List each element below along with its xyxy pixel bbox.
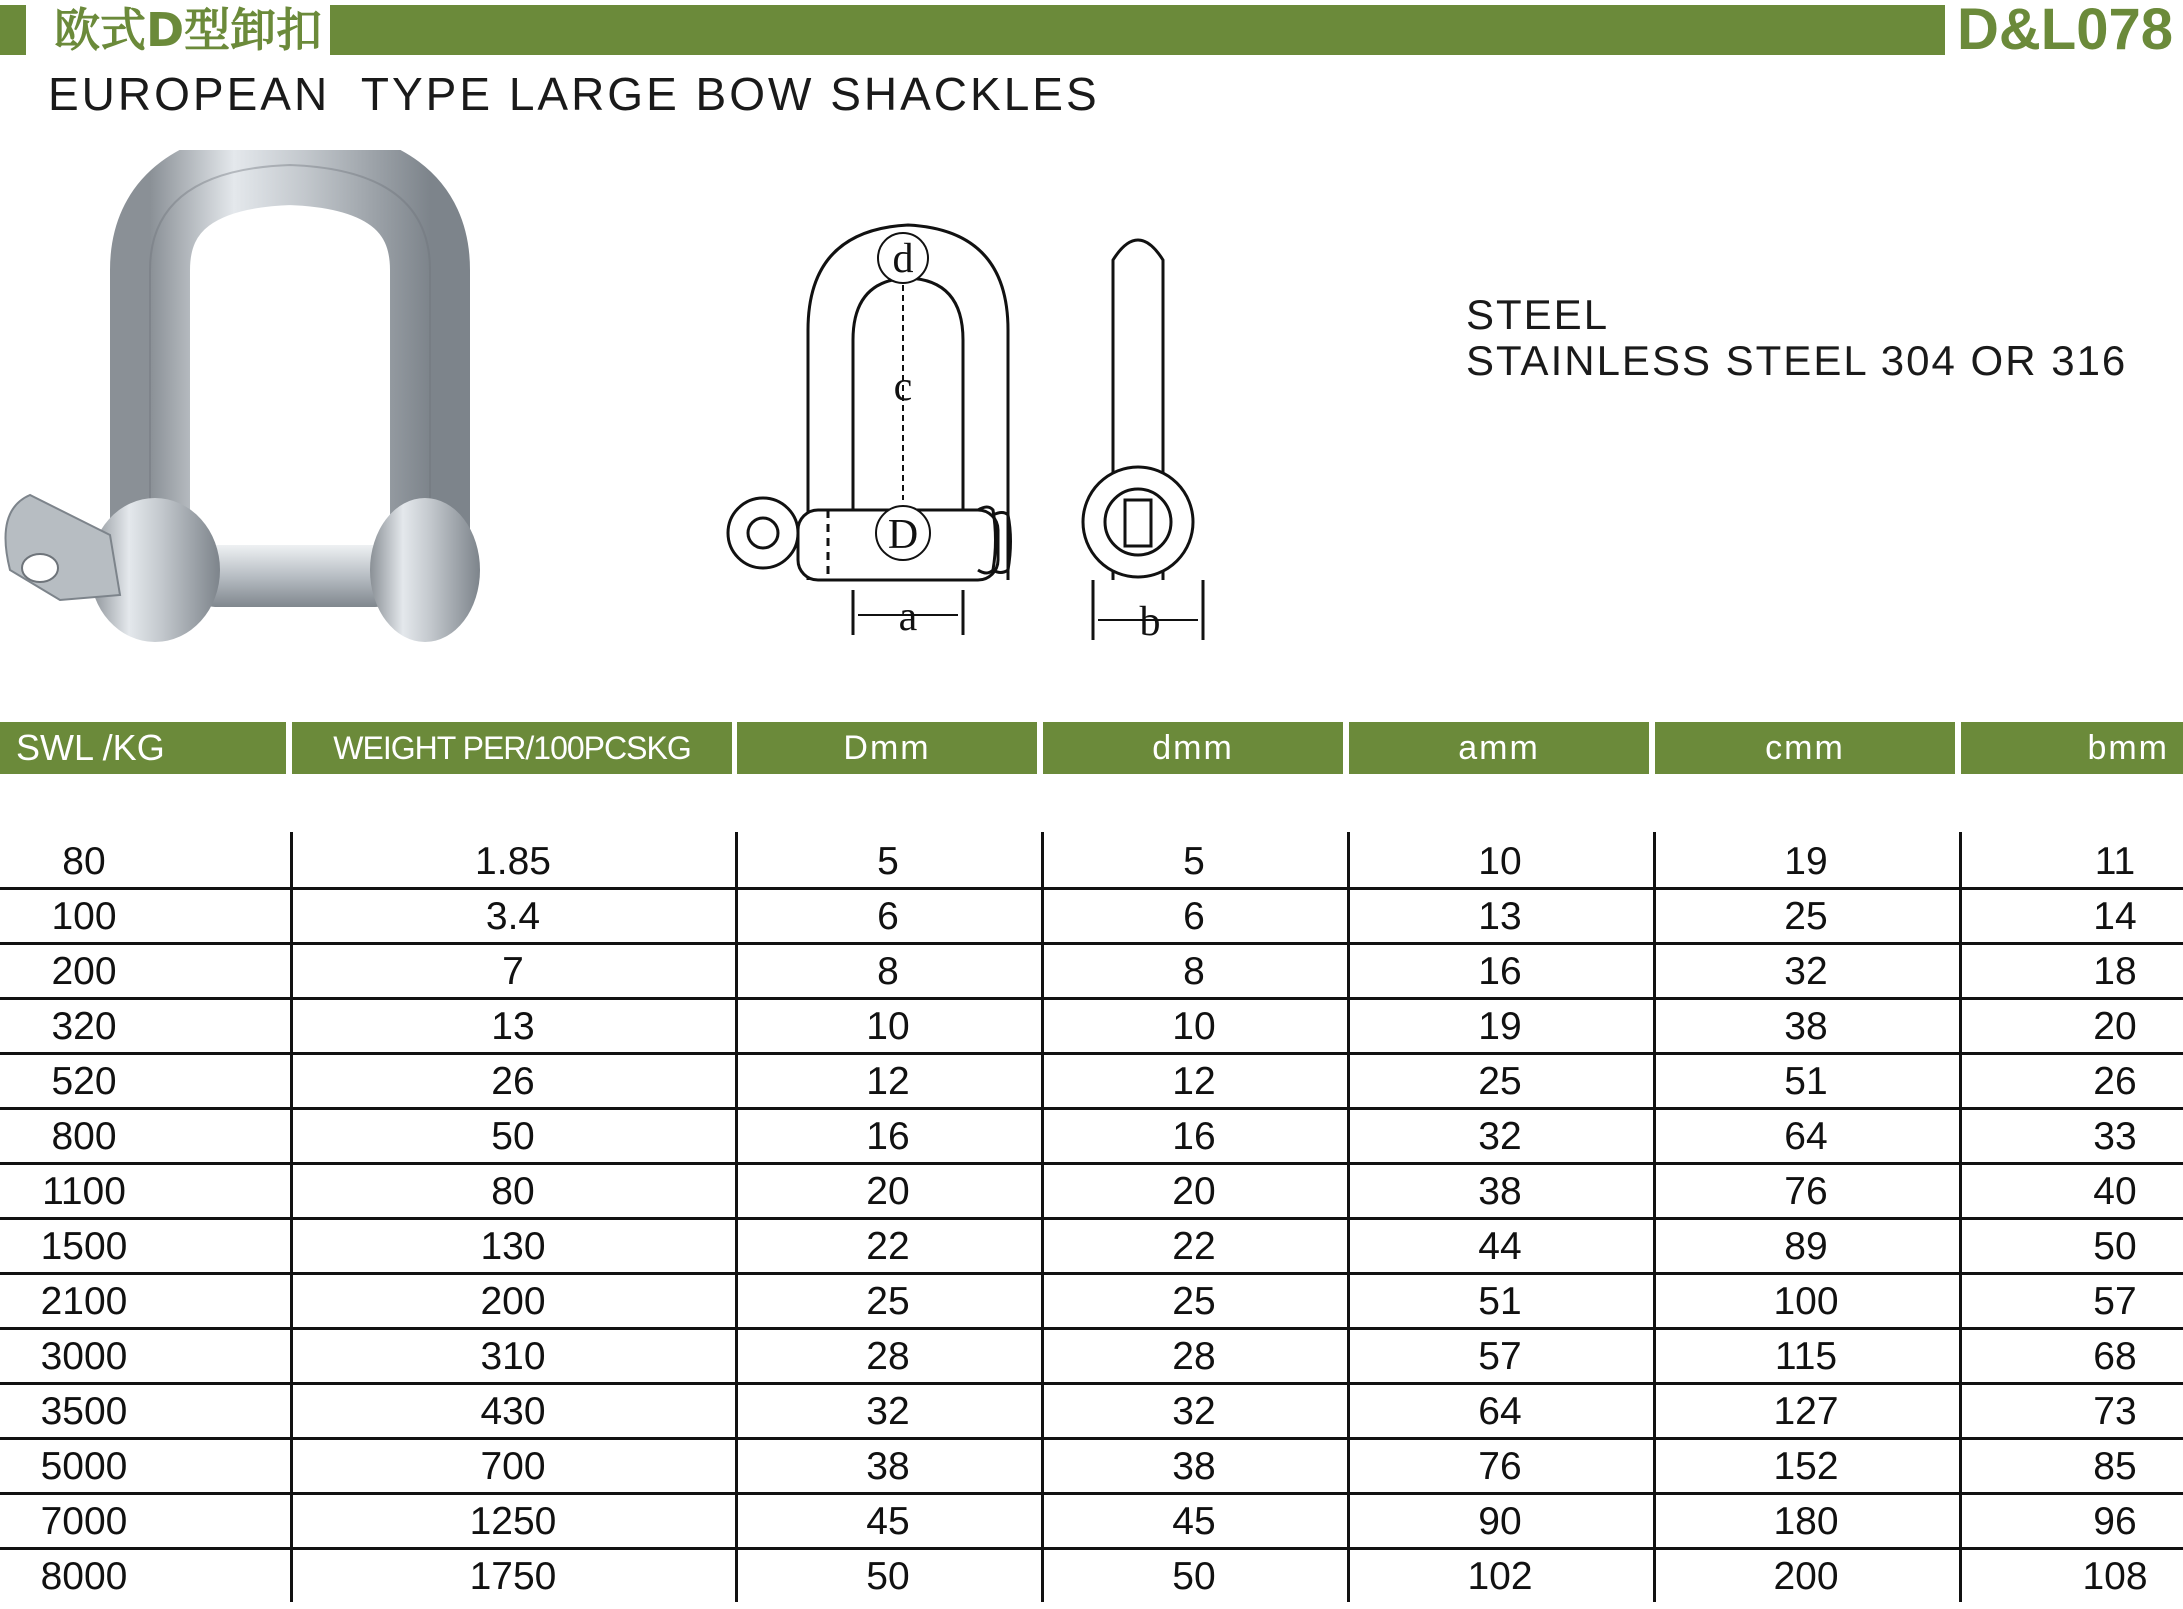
table-cell: 10 [1172,1005,1216,1048]
table-cell: 80 [62,840,106,883]
table-cell: 85 [2093,1445,2137,1488]
table-cell: 50 [1172,1555,1216,1598]
table-cell: 20 [2093,1005,2137,1048]
table-cell: 7 [502,950,524,993]
table-row [0,1492,2183,1550]
table-cell: 1250 [469,1500,557,1543]
table-cell: 102 [1467,1555,1533,1598]
shackle-diagram [718,210,1238,650]
table-row [0,1162,2183,1220]
table-cell: 76 [1478,1445,1522,1488]
table-cell: 16 [866,1115,910,1158]
table-cell: 38 [1478,1170,1522,1213]
label-c: c [893,364,913,410]
product-code: D&L078 [1945,1,2175,59]
column-divider [1959,832,1962,1602]
table-cell: 100 [51,895,117,938]
table-cell: 200 [480,1280,546,1323]
table-cell: 80 [491,1170,535,1213]
table-cell: 5 [877,840,899,883]
material-list [1466,292,2127,384]
table-cell: 32 [1478,1115,1522,1158]
column-header: SWL /KG [0,722,286,774]
table-cell: 6 [1183,895,1205,938]
table-cell: 320 [51,1005,117,1048]
header-bar [0,0,2183,62]
table-header [0,722,2183,774]
table-cell: 430 [480,1390,546,1433]
table-cell: 57 [2093,1280,2137,1323]
table-cell: 68 [2093,1335,2137,1378]
table-cell: 32 [1784,950,1828,993]
material-item: STEEL [1466,291,1610,338]
table-cell: 1.85 [475,840,551,883]
table-row [0,1382,2183,1440]
column-divider [290,832,293,1602]
table-cell: 108 [2082,1555,2148,1598]
table-cell: 152 [1773,1445,1839,1488]
table-cell: 33 [2093,1115,2137,1158]
table-cell: 16 [1478,950,1522,993]
shackle-photo [0,150,500,660]
table-cell: 8000 [40,1555,128,1598]
table-cell: 45 [866,1500,910,1543]
table-cell: 14 [2093,895,2137,938]
table-cell: 22 [1172,1225,1216,1268]
table-row [0,1217,2183,1275]
table-cell: 2100 [40,1280,128,1323]
table-cell: 57 [1478,1335,1522,1378]
table-cell: 700 [480,1445,546,1488]
table-cell: 127 [1773,1390,1839,1433]
table-cell: 3000 [40,1335,128,1378]
column-header: bmm [1961,722,2183,774]
table-cell: 89 [1784,1225,1828,1268]
table-cell: 8 [877,950,899,993]
table-cell: 13 [1478,895,1522,938]
table-cell: 26 [491,1060,535,1103]
table-cell: 20 [866,1170,910,1213]
column-header: cmm [1655,722,1955,774]
label-b: b [1139,599,1161,645]
table-cell: 25 [866,1280,910,1323]
table-cell: 3500 [40,1390,128,1433]
table-row [0,1272,2183,1330]
column-header: dmm [1043,722,1343,774]
table-cell: 7000 [40,1500,128,1543]
table-row [0,1327,2183,1385]
table-row [0,1547,2183,1602]
table-cell: 25 [1478,1060,1522,1103]
table-cell: 28 [866,1335,910,1378]
table-cell: 1500 [40,1225,128,1268]
label-a: a [898,594,918,640]
table-cell: 12 [1172,1060,1216,1103]
table-cell: 130 [480,1225,546,1268]
table-cell: 11 [2094,840,2136,883]
table-cell: 64 [1478,1390,1522,1433]
page-title: EUROPEAN TYPE LARGE BOW SHACKLES [48,68,1100,120]
table-row [0,887,2183,945]
table-row [0,942,2183,1000]
table-cell: 20 [1172,1170,1216,1213]
label-d: d [892,236,914,282]
table-cell: 520 [51,1060,117,1103]
table-cell: 50 [491,1115,535,1158]
table-cell: 5 [1183,840,1205,883]
table-cell: 310 [480,1335,546,1378]
header-accent-stripe [0,5,26,55]
table-cell: 22 [866,1225,910,1268]
table-cell: 200 [1773,1555,1839,1598]
table-cell: 13 [491,1005,535,1048]
table-cell: 12 [866,1060,910,1103]
table-cell: 38 [1784,1005,1828,1048]
table-cell: 51 [1478,1280,1522,1323]
table-cell: 10 [1478,840,1522,883]
table-cell: 96 [2093,1500,2137,1543]
column-header: WEIGHT PER/100PCSKG [292,722,732,774]
column-divider [1041,832,1044,1602]
table-cell: 800 [51,1115,117,1158]
table-cell: 38 [866,1445,910,1488]
table-row [0,997,2183,1055]
table-cell: 25 [1172,1280,1216,1323]
table-cell: 73 [2093,1390,2137,1433]
table-cell: 100 [1773,1280,1839,1323]
table-cell: 76 [1784,1170,1828,1213]
table-cell: 51 [1784,1060,1828,1103]
table-cell: 50 [2093,1225,2137,1268]
title-chinese: 欧式D型卸扣 [46,1,330,59]
table-cell: 18 [2093,950,2137,993]
table-cell: 200 [51,950,117,993]
table-cell: 1100 [42,1170,126,1213]
table-cell: 115 [1774,1335,1838,1378]
column-divider [735,832,738,1602]
table-cell: 50 [866,1555,910,1598]
table-cell: 19 [1784,840,1828,883]
table-cell: 40 [2093,1170,2137,1213]
column-divider [1347,832,1350,1602]
table-cell: 32 [1172,1390,1216,1433]
table-cell: 8 [1183,950,1205,993]
table-cell: 28 [1172,1335,1216,1378]
table-cell: 1750 [469,1555,557,1598]
table-cell: 5000 [40,1445,128,1488]
table-cell: 26 [2093,1060,2137,1103]
table-cell: 3.4 [485,895,541,938]
table-row [0,1107,2183,1165]
table-cell: 10 [866,1005,910,1048]
table-cell: 44 [1478,1225,1522,1268]
table-cell: 19 [1478,1005,1522,1048]
header-stripe [330,5,1950,55]
column-divider [1653,832,1656,1602]
table-cell: 45 [1172,1500,1216,1543]
table-row [0,832,2183,890]
table-cell: 16 [1172,1115,1216,1158]
material-item: STAINLESS STEEL 304 OR 316 [1466,337,2128,384]
table-row [0,1052,2183,1110]
table-cell: 64 [1784,1115,1828,1158]
table-cell: 38 [1172,1445,1216,1488]
table-row [0,1437,2183,1495]
table-cell: 180 [1773,1500,1839,1543]
table-cell: 6 [877,895,899,938]
table-cell: 32 [866,1390,910,1433]
table-cell: 25 [1784,895,1828,938]
table-cell: 90 [1478,1500,1522,1543]
label-D: D [887,512,919,558]
column-header: Dmm [737,722,1037,774]
column-header: amm [1349,722,1649,774]
